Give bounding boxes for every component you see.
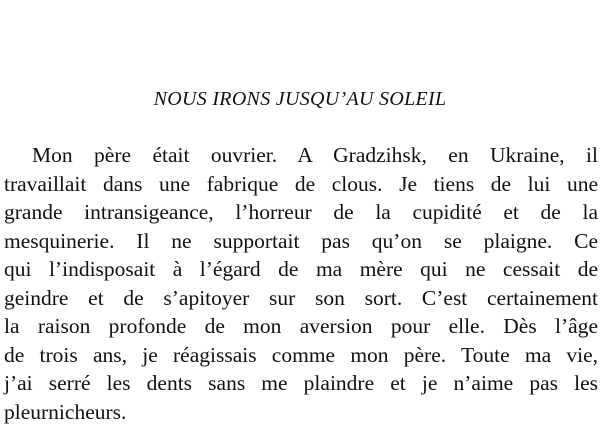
text-line: pleurnicheurs. <box>0 398 598 426</box>
text-line: travaillait dans une fabrique de clous. Je tiens de lui une <box>0 170 598 199</box>
chapter-title: NOUS IRONS JUSQU’AU SOLEIL <box>0 88 600 111</box>
text-line: geindre et de s’apitoyer sur son sort. C’est certainement <box>0 284 598 313</box>
text-line: Mon père était ouvrier. A Gradzihsk, en Ukraine, il <box>0 141 598 170</box>
text-line: la raison profonde de mon aversion pour elle. Dès l’âge <box>0 312 598 341</box>
text-line: j’ai serré les dents sans me plaindre et je n’aime pas les <box>0 369 598 398</box>
text-line: qui l’indisposait à l’égard de ma mère qui ne cessait de <box>0 255 598 284</box>
text-line: mesquinerie. Il ne supportait pas qu’on se plaigne. Ce <box>0 227 598 256</box>
text-line: de trois ans, je réagissais comme mon père. Toute ma vie, <box>0 341 598 370</box>
paragraph <box>0 141 598 426</box>
text-line: grande intransigeance, l’horreur de la cupidité et de la <box>0 198 598 227</box>
